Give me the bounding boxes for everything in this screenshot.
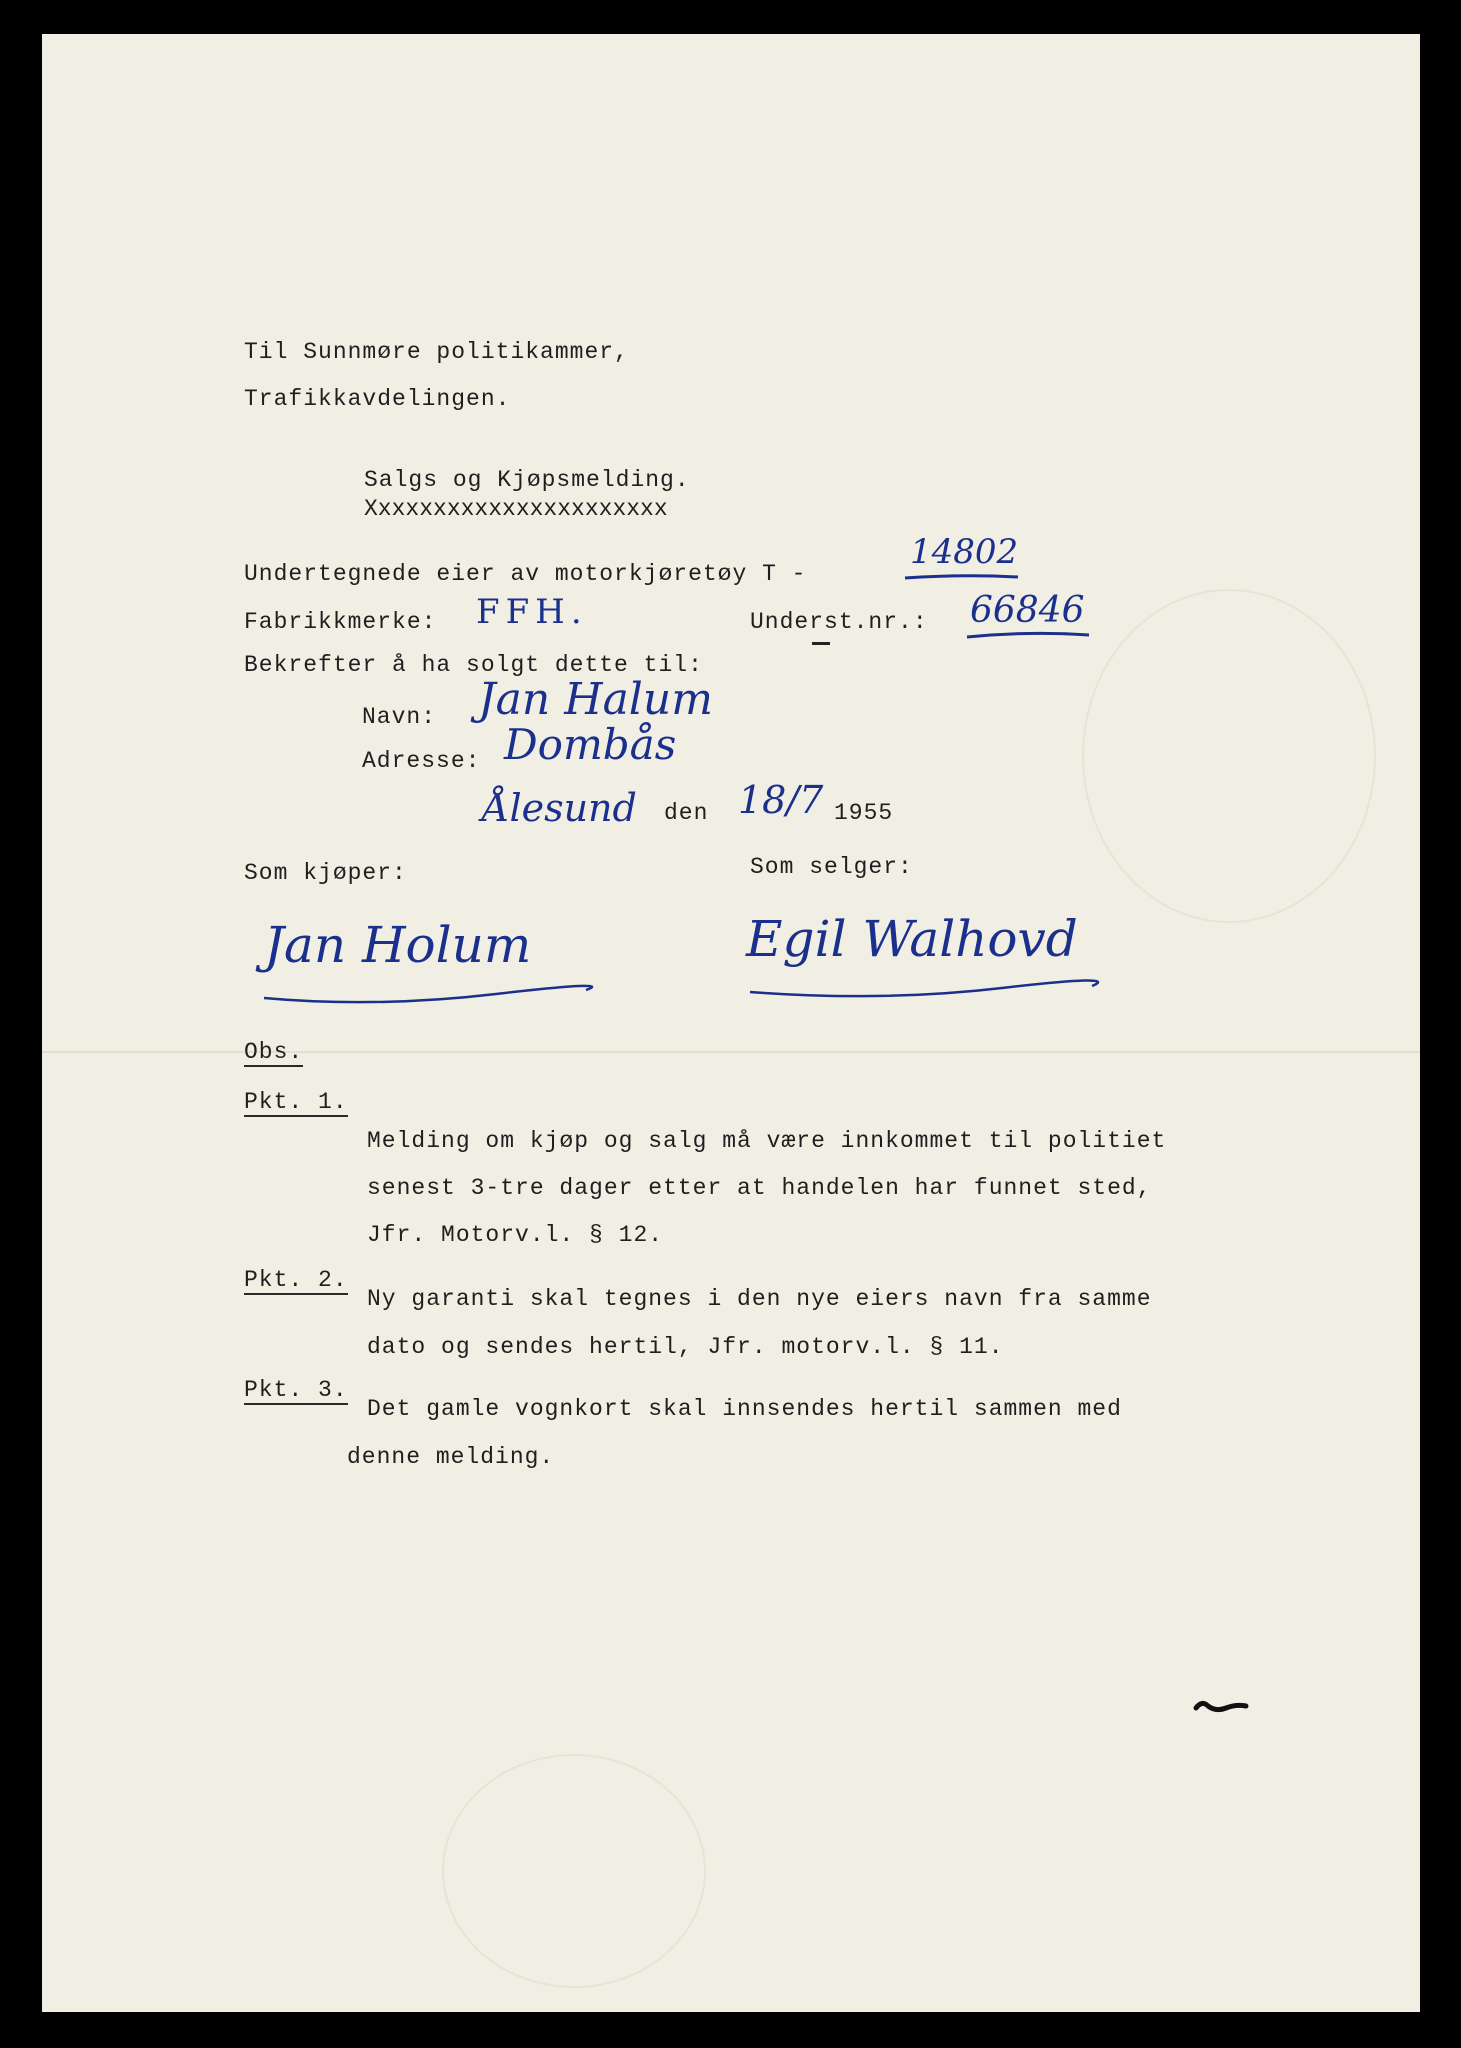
ink-blot [1192, 1694, 1252, 1724]
seller-signature-label: Som selger: [750, 854, 913, 880]
note-2-line-2: dato og sendes hertil, Jfr. motorv.l. § 11. [367, 1334, 1004, 1360]
document-page [42, 34, 1420, 2012]
place-of-signing: Ålesund [482, 786, 637, 830]
make-label: Fabrikkmerke: [244, 609, 437, 635]
registration-number: 14802 [910, 532, 1019, 572]
note-1-line-3: Jfr. Motorv.l. § 12. [367, 1222, 664, 1248]
seller-signature: Egil Walhovd [746, 910, 1078, 968]
make-value: FFH. [476, 592, 588, 632]
buyer-signature-flourish [256, 976, 596, 1016]
note-3-line-2: denne melding. [347, 1444, 555, 1470]
buyer-address-value: Dombås [504, 720, 677, 769]
document-title: Salgs og Kjøpsmelding. [364, 467, 690, 493]
date-year: 1955 [834, 800, 894, 826]
note-1-line-2: senest 3-tre dager etter at handelen har funnet sted, [367, 1175, 1152, 1201]
buyer-signature: Jan Holum [264, 916, 532, 974]
date-den-label: den [664, 800, 709, 826]
note-3-label: Pkt. 3. [244, 1377, 348, 1403]
chassis-value: 66846 [970, 590, 1085, 631]
title-strikeout-underline: Xxxxxxxxxxxxxxxxxxxxxx [364, 496, 668, 522]
buyer-signature-label: Som kjøper: [244, 860, 407, 886]
buyer-address-label: Adresse: [362, 748, 481, 774]
owner-label: Undertegnede eier av motorkjøretøy T - [244, 561, 807, 587]
buyer-name-value: Jan Halum [478, 674, 713, 725]
note-2-label: Pkt. 2. [244, 1267, 348, 1293]
note-1-line-1: Melding om kjøp og salg må være innkommet til politiet [367, 1128, 1167, 1154]
sale-confirmation-label: Bekrefter å ha solgt dette til: [244, 652, 703, 678]
recipient-line-2: Trafikkavdelingen. [244, 386, 511, 412]
faint-stamp-watermark [1082, 589, 1376, 923]
chassis-label: Underst.nr.: [750, 609, 928, 635]
dash-mark [812, 642, 830, 645]
faint-stamp-watermark-lower [442, 1754, 706, 1988]
chassis-underline [964, 628, 1094, 642]
obs-heading: Obs. [244, 1039, 304, 1065]
seller-signature-flourish [742, 972, 1102, 1012]
date-day-month: 18/7 [738, 778, 824, 822]
buyer-name-label: Navn: [362, 704, 437, 730]
note-3-line-1: Det gamle vognkort skal innsendes hertil sammen med [367, 1396, 1122, 1422]
recipient-line-1: Til Sunnmøre politikammer, [244, 339, 629, 365]
note-1-label: Pkt. 1. [244, 1089, 348, 1115]
registration-underline [902, 571, 1022, 583]
note-2-line-1: Ny garanti skal tegnes i den nye eiers navn fra samme [367, 1286, 1152, 1312]
